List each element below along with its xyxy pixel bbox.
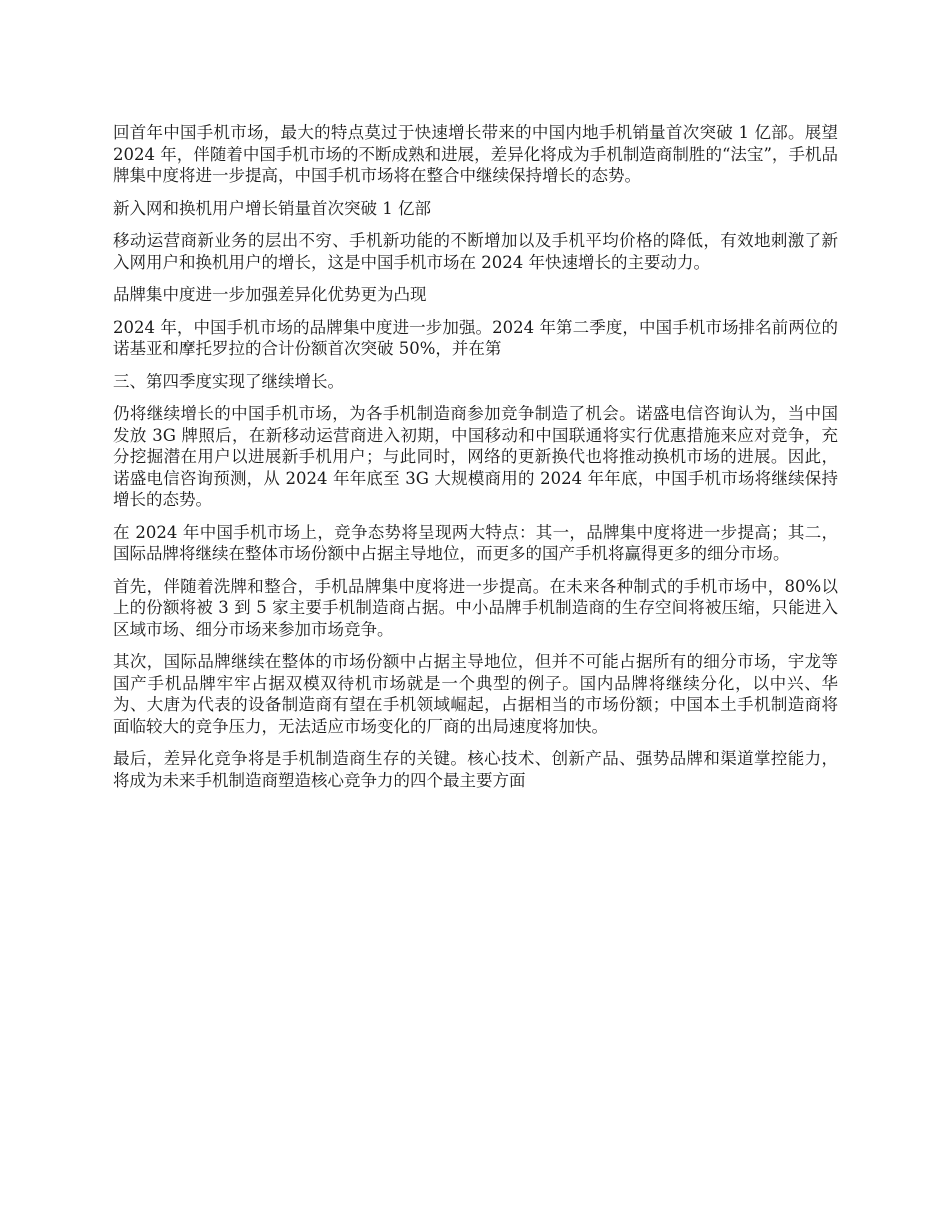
- paragraph-final-point: 最后，差异化竞争将是手机制造商生存的关键。核心技术、创新产品、强势品牌和渠道掌控能力，将成为未来手机制造商塑造核心竞争力的四个最主要方面: [113, 749, 838, 790]
- paragraph-competition: 在 2024 年中国手机市场上，竞争态势将呈现两大特点：其一，品牌集中度将进一步提高；其二，国际品牌将继续在整体市场份额中占据主导地位，而更多的国产手机将赢得更多的细分市场。: [113, 522, 838, 563]
- document-page: [113, 122, 838, 802]
- paragraph-heading-brand: 品牌集中度进一步加强差异化优势更为凸现: [113, 285, 427, 304]
- paragraph-growth-drivers: 移动运营商新业务的层出不穷、手机新功能的不断增加以及手机平均价格的降低，有效地刺激了新入网用户和换机用户的增长，这是中国手机市场在 2024 年快速增长的主要动力。: [113, 231, 838, 272]
- paragraph-second-point: 其次，国际品牌继续在整体的市场份额中占据主导地位，但并不可能占据所有的细分市场，宇龙等国产手机品牌牢牢占据双模双待机市场就是一个典型的例子。国内品牌将继续分化，以中兴、华为、大唐为代表的设备制造商有望在手机领域崛起，占据相当的市场份额；中国本土手机制造商将面临较大的竞争压力，无法适应市场变化的厂商的出局速度将加快。: [113, 652, 838, 736]
- paragraph-intro: 回首年中国手机市场，最大的特点莫过于快速增长带来的中国内地手机销量首次突破 1 亿部。展望 2024 年，伴随着中国手机市场的不断成熟和进展，差异化将成为手机制造商制胜的“法宝”，手机品牌集中度将进一步提高，中国手机市场将在整合中继续保持增长的态势。: [113, 123, 838, 185]
- paragraph-3g-forecast: 仍将继续增长的中国手机市场，为各手机制造商参加竞争制造了机会。诺盛电信咨询认为，当中国发放 3G 牌照后，在新移动运营商进入初期，中国移动和中国联通将实行优惠措施来应对竞争，充分挖掘潜在用户以进展新手机用户；与此同时，网络的更新换代也将推动换机市场的进展。因此，诺盛电信咨询预测，从 2024 年年底至 3G 大规模商用的 2024 年年底，中国手机市场将继续保持增长的态势。: [113, 404, 838, 509]
- paragraph-brand-concentration: 2024 年，中国手机市场的品牌集中度进一步加强。2024 年第二季度，中国手机市场排名前两位的诺基亚和摩托罗拉的合计份额首次突破 50%，并在第: [113, 317, 838, 358]
- paragraph-first-point: 首先，伴随着洗牌和整合，手机品牌集中度将进一步提高。在未来各种制式的手机市场中，80%以上的份额将被 3 到 5 家主要手机制造商占据。中小品牌手机制造商的生存空间将被压缩，只能进入区域市场、细分市场来参加市场竞争。: [113, 576, 838, 639]
- paragraph-heading-sales: 新入网和换机用户增长销量首次突破 1 亿部: [113, 198, 431, 218]
- paragraph-quarter-growth: 三、第四季度实现了继续增长。: [113, 371, 344, 391]
